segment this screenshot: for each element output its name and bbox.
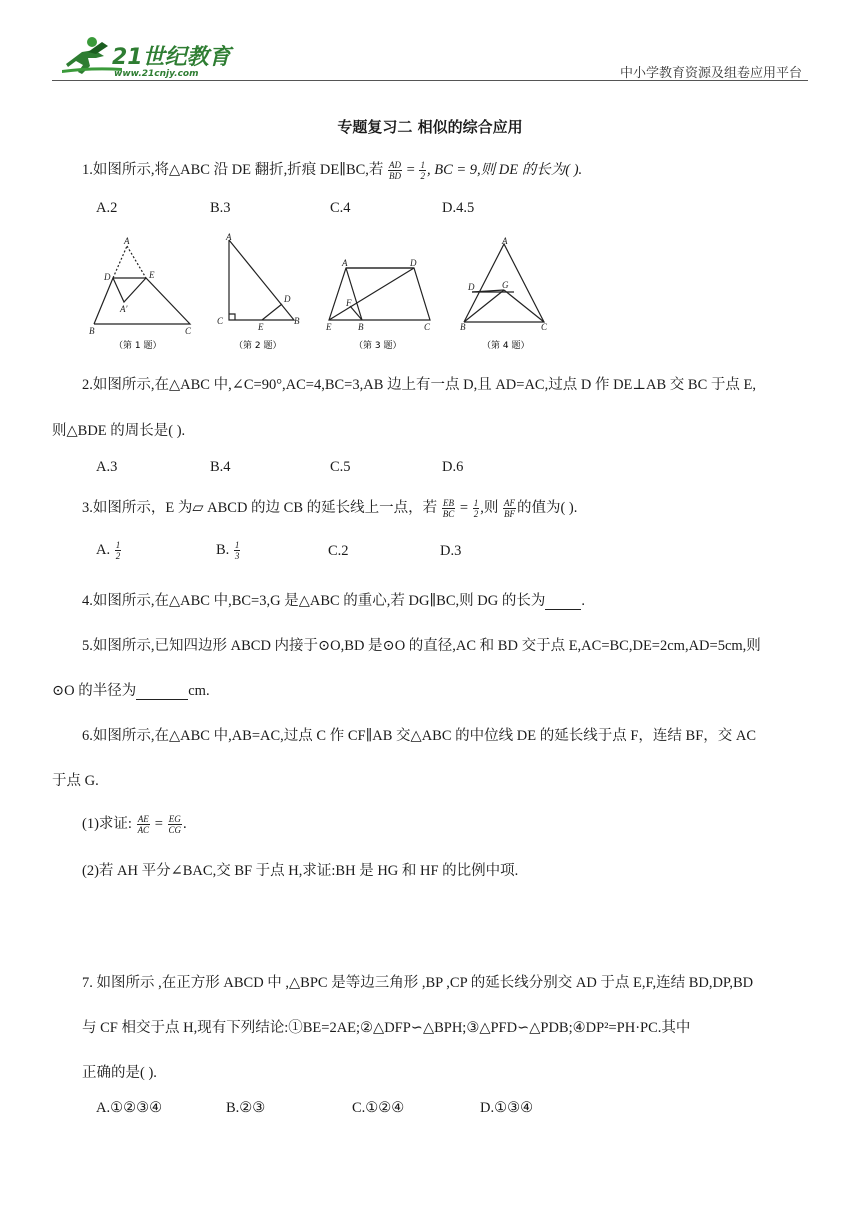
svg-text:F: F <box>346 298 352 308</box>
logo-url: www.21cnjy.com <box>114 69 199 79</box>
figure-3 <box>329 268 430 320</box>
header-platform-text: 中小学教育资源及组卷应用平台 <box>619 65 802 80</box>
figure-2 <box>229 240 294 320</box>
q2-option-b: B.4 <box>210 459 231 475</box>
q2-option-c: C.5 <box>330 459 351 475</box>
answer-blank <box>545 595 581 610</box>
svg-text:A: A <box>124 236 130 246</box>
header-divider <box>52 80 808 81</box>
svg-text:D: D <box>284 294 291 304</box>
question-1: 1.如图所示,将△ABC 沿 DE 翻折,折痕 DE∥BC,若 $\frac{AD}{BD}$ = $\frac{1}{2}$ , BC = 9,则 DE 的长为( ). <box>82 160 583 182</box>
svg-text:D: D <box>468 282 475 292</box>
question-6-part-2: (2)若 AH 平分∠BAC,交 BF 于点 H,求证:BH 是 HG 和 HF 的比例中项. <box>82 863 519 879</box>
figure-1 <box>94 246 190 324</box>
svg-text:A: A <box>342 258 348 268</box>
q3-option-d: D.3 <box>440 543 462 559</box>
fraction: $\frac{AD}{BD}$ <box>389 160 402 182</box>
q7-option-b: B.②③ <box>226 1100 266 1116</box>
q7-option-a: A.①②③④ <box>96 1100 163 1116</box>
question-7-line-2: 与 CF 相交于点 H,现有下列结论:①BE=2AE;②△DFP∽△BPH;③△PFD∽△PDB;④DP²=PH·PC.其中 <box>82 1020 691 1036</box>
figure-2-caption: （第 2 题） <box>234 341 282 351</box>
question-3: 3.如图所示，E 为▱ ABCD 的边 CB 的延长线上一点，若 $\frac{EB}{BC}$ = $\frac{1}{2}$ ,则 $\frac{AF}{BF}$ 的值为( ). <box>82 498 578 520</box>
q1-option-c: C.4 <box>330 200 351 216</box>
q1-option-d: D.4.5 <box>442 200 475 216</box>
question-2-line-2: 则△BDE 的周长是( ). <box>52 423 186 439</box>
page-title: 专题复习二 相似的综合应用 <box>337 118 523 136</box>
svg-text:A: A <box>502 236 508 246</box>
svg-text:G: G <box>502 280 509 290</box>
svg-text:D: D <box>410 258 417 268</box>
figure-1-caption: （第 1 题） <box>114 341 162 351</box>
q3-option-c: C.2 <box>328 543 349 559</box>
logo-text: 21世纪教育 <box>112 45 231 70</box>
q3-option-b: B. $\frac{1}{3}$ <box>216 540 240 561</box>
svg-text:B: B <box>294 316 300 326</box>
svg-text:E: E <box>258 322 264 332</box>
svg-text:D: D <box>104 272 111 282</box>
svg-text:E: E <box>326 322 332 332</box>
question-7-line-1: 7. 如图所示 ,在正方形 ABCD 中 ,△BPC 是等边三角形 ,BP ,CP 的延长线分别交 AD 于点 E,F,连结 BD,DP,BD <box>82 975 754 991</box>
question-6-line-1: 6.如图所示,在△ABC 中,AB=AC,过点 C 作 CF∥AB 交△ABC 的中位线 DE 的延长线于点 F，连结 BF，交 AC <box>82 728 757 744</box>
q3-option-a: A. $\frac{1}{2}$ <box>96 540 121 561</box>
fraction: $\frac{1}{2}$ <box>420 160 425 182</box>
figure-4-caption: （第 4 题） <box>482 341 530 351</box>
question-2-line-1: 2.如图所示,在△ABC 中,∠C=90°,AC=4,BC=3,AB 边上有一点 D,且 AD=AC,过点 D 作 DE⊥AB 交 BC 于点 E, <box>82 377 757 393</box>
svg-text:B: B <box>460 322 466 332</box>
question-5-line-2: ⊙O 的半径为 cm. <box>52 683 210 699</box>
question-5-line-1: 5.如图所示,已知四边形 ABCD 内接于⊙O,BD 是⊙O 的直径,AC 和 BD 交于点 E,AC=BC,DE=2cm,AD=5cm,则 <box>82 638 761 654</box>
question-6-line-2: 于点 G. <box>52 773 99 789</box>
q1-option-a: A.2 <box>96 200 118 216</box>
answer-blank <box>136 685 188 700</box>
q1-option-b: B.3 <box>210 200 231 216</box>
logo <box>52 34 252 80</box>
svg-text:C: C <box>185 326 192 336</box>
svg-text:C: C <box>541 322 548 332</box>
figure-3-caption: （第 3 题） <box>354 341 402 351</box>
q2-option-d: D.6 <box>442 459 464 475</box>
svg-text:B: B <box>358 322 364 332</box>
question-6-part-1: (1)求证: $\frac{AE}{AC}$ = $\frac{EG}{CG}$ . <box>82 814 187 836</box>
svg-text:C: C <box>217 316 224 326</box>
fraction: $\frac{EB}{BC}$ <box>442 498 455 520</box>
svg-text:A′: A′ <box>120 304 128 314</box>
q7-option-c: C.①②④ <box>352 1100 405 1116</box>
fraction: $\frac{1}{2}$ <box>473 498 479 520</box>
svg-text:E: E <box>149 270 155 280</box>
svg-text:A: A <box>226 232 232 242</box>
question-7-line-3: 正确的是( ). <box>82 1065 157 1081</box>
question-4: 4.如图所示,在△ABC 中,BC=3,G 是△ABC 的重心,若 DG∥BC,则 DG 的长为 . <box>82 593 585 609</box>
q2-option-a: A.3 <box>96 459 118 475</box>
figures-row <box>84 232 564 352</box>
svg-text:C: C <box>424 322 431 332</box>
fraction: $\frac{AF}{BF}$ <box>503 498 515 520</box>
svg-text:B: B <box>89 326 95 336</box>
q7-option-d: D.①③④ <box>480 1100 534 1116</box>
